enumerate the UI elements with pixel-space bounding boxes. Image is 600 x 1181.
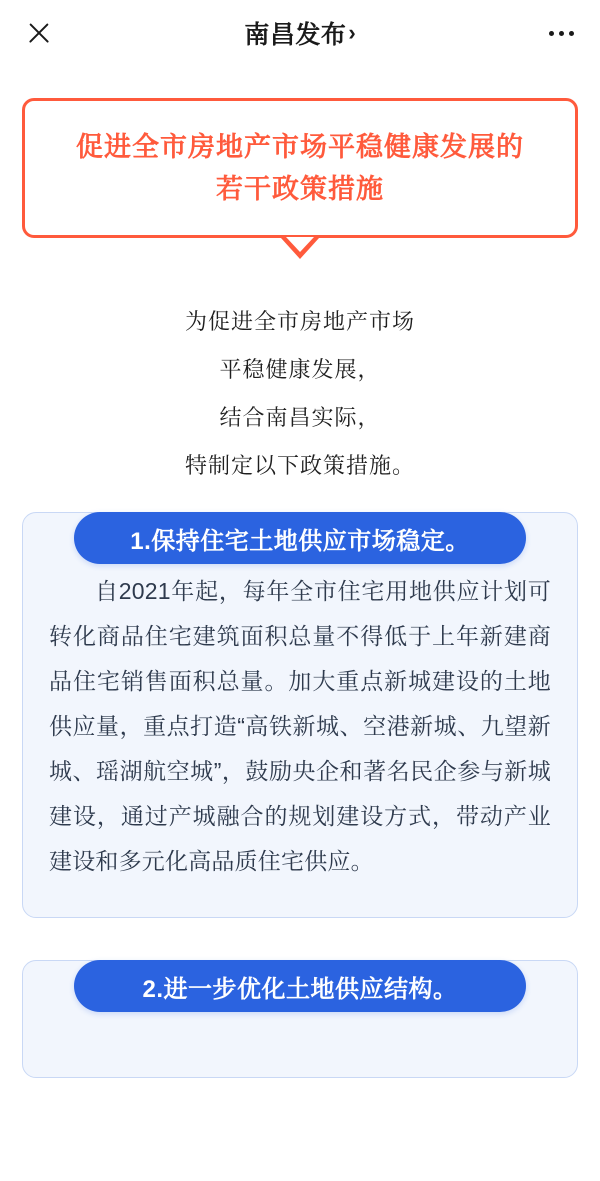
section-1-header-label: 1.保持住宅土地供应市场稳定。 <box>130 527 470 555</box>
headline-callout <box>22 98 578 238</box>
callout-pointer-inner <box>286 237 314 252</box>
intro-line-4: 特制定以下政策措施。 <box>184 453 415 479</box>
article-content <box>0 98 600 1078</box>
intro-line-1: 为促进全市房地产市场 <box>184 308 415 334</box>
top-navigation-bar <box>0 0 600 66</box>
more-dot <box>569 31 574 36</box>
intro-paragraph <box>22 310 578 479</box>
page-title[interactable]: 南昌发布 <box>244 21 347 49</box>
intro-line-3: 结合南昌实际， <box>219 405 381 431</box>
chevron-right-icon[interactable]: › <box>348 20 356 45</box>
section-2-header-label: 2.进一步优化土地供应结构。 <box>142 975 458 1003</box>
section-1-body <box>22 512 578 918</box>
headline-box <box>22 98 578 238</box>
section-1-header <box>74 512 526 564</box>
more-options-icon[interactable] <box>544 16 578 50</box>
policy-section-2 <box>22 960 578 1078</box>
headline-line-2: 若干政策措施 <box>216 173 384 204</box>
section-2-header <box>74 960 526 1012</box>
more-dot <box>559 31 564 36</box>
section-1-text: 自2021年起，每年全市住宅用地供应计划可转化商品住宅建筑面积总量不得低于上年新建商品住宅销售面积总量。加大重点新城建设的土地供应量，重点打造“高铁新城、空港新城、九望新城、瑶湖航空城”，鼓励央企和著名民企参与新城建设，通过产城融合的规划建设方式，带动产业建设和多元化高品质住宅供应。 <box>49 578 551 874</box>
nav-title-container <box>0 0 600 66</box>
close-icon[interactable] <box>22 16 56 50</box>
intro-line-2: 平稳健康发展， <box>219 356 381 382</box>
more-dot <box>549 31 554 36</box>
policy-section-1 <box>22 512 578 918</box>
headline-line-1: 促进全市房地产市场平稳健康发展的 <box>76 132 524 162</box>
